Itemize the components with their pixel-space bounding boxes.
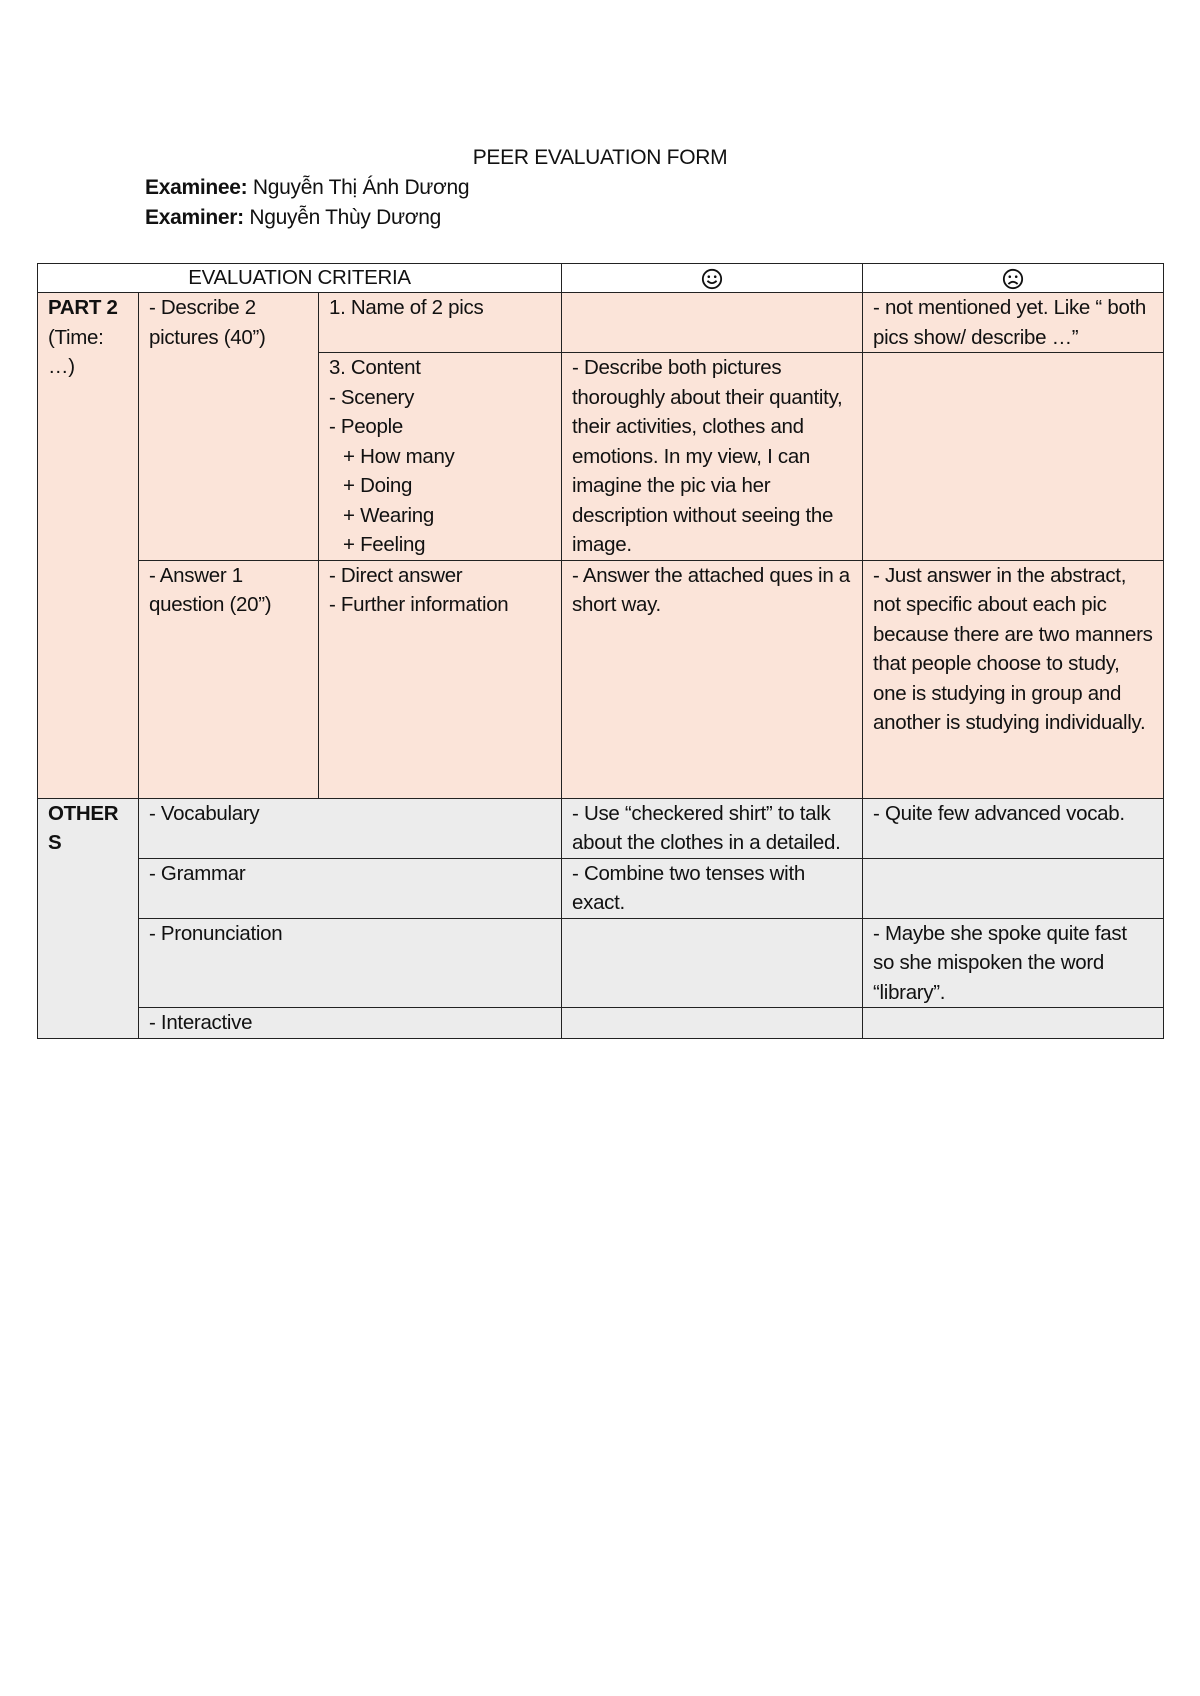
- evaluation-table: [37, 263, 1164, 1039]
- vocabulary-positive: - Use “checkered shirt” to talk about the clothes in a detailed.: [562, 798, 863, 858]
- name-criterion: 1. Name of 2 pics: [319, 293, 562, 353]
- grammar-positive: - Combine two tenses with exact.: [562, 858, 863, 918]
- smiley-face-icon: [701, 268, 723, 290]
- examiner-label: Examiner:: [145, 206, 244, 229]
- list-item: - People: [329, 415, 403, 438]
- list-item: + Feeling: [343, 533, 426, 556]
- interactive-criterion: - Interactive: [139, 1008, 562, 1039]
- list-item: + How many: [343, 444, 455, 468]
- table-row: [38, 293, 1164, 353]
- page-title: PEER EVALUATION FORM: [472, 146, 728, 169]
- content-criterion: [319, 353, 562, 561]
- examinee-line: [145, 176, 469, 200]
- answer-positive: - Answer the attached ques in a short way.: [562, 560, 863, 798]
- grammar-negative: [863, 858, 1164, 918]
- examiner-name: Nguyễn Thùy Dương: [243, 206, 442, 229]
- list-item: - Further information: [329, 593, 509, 616]
- answer-negative: - Just answer in the abstract, not specific about each pic because there are two manners that people choose to study, one is studying in group and another is studying individually.: [863, 560, 1164, 798]
- list-item: - Scenery: [329, 385, 415, 409]
- vocabulary-criterion: - Vocabulary: [139, 798, 562, 858]
- content-positive: - Describe both pictures thoroughly about their quantity, their activities, clothes and emotions. In my view, I can imagine the pic via her description without seeing the image.: [562, 353, 863, 561]
- name-negative: - not mentioned yet. Like “ both pics show/ describe …”: [863, 293, 1164, 353]
- answer-task-cell: - Answer 1 question (20”): [139, 560, 319, 798]
- table-row: [38, 858, 1164, 918]
- content-heading: 3. Content: [329, 356, 421, 379]
- list-item: + Wearing: [343, 503, 434, 527]
- part2-label-cell: [38, 293, 139, 799]
- negative-header: [863, 264, 1164, 293]
- table-row: [38, 918, 1164, 1008]
- table-header-row: [38, 264, 1164, 293]
- table-row: [38, 798, 1164, 858]
- examinee-label: Examinee:: [145, 176, 248, 199]
- pronunciation-negative: - Maybe she spoke quite fast so she mispoken the word “library”.: [863, 918, 1164, 1008]
- criteria-header: EVALUATION CRITERIA: [38, 264, 562, 293]
- others-label: OTHERS: [38, 798, 139, 1038]
- table-row: [38, 560, 1164, 798]
- vocabulary-negative: - Quite few advanced vocab.: [863, 798, 1164, 858]
- content-negative: [863, 353, 1164, 561]
- interactive-positive: [562, 1008, 863, 1039]
- list-item: - Direct answer: [329, 563, 463, 587]
- answer-criterion: [319, 560, 562, 798]
- name-positive: [562, 293, 863, 353]
- pronunciation-criterion: - Pronunciation: [139, 918, 562, 1008]
- describe-task-cell: - Describe 2 pictures (40”): [139, 293, 319, 561]
- frowning-face-icon: [1002, 268, 1024, 290]
- part2-time: (Time: …): [48, 325, 109, 378]
- table-row: [38, 1008, 1164, 1039]
- interactive-negative: [863, 1008, 1164, 1039]
- grammar-criterion: - Grammar: [139, 858, 562, 918]
- list-item: + Doing: [343, 474, 413, 497]
- part2-label: PART 2: [48, 296, 118, 319]
- examinee-name: Nguyễn Thị Ánh Dương: [247, 176, 470, 199]
- examiner-line: [145, 206, 441, 230]
- positive-header: [562, 264, 863, 293]
- pronunciation-positive: [562, 918, 863, 1008]
